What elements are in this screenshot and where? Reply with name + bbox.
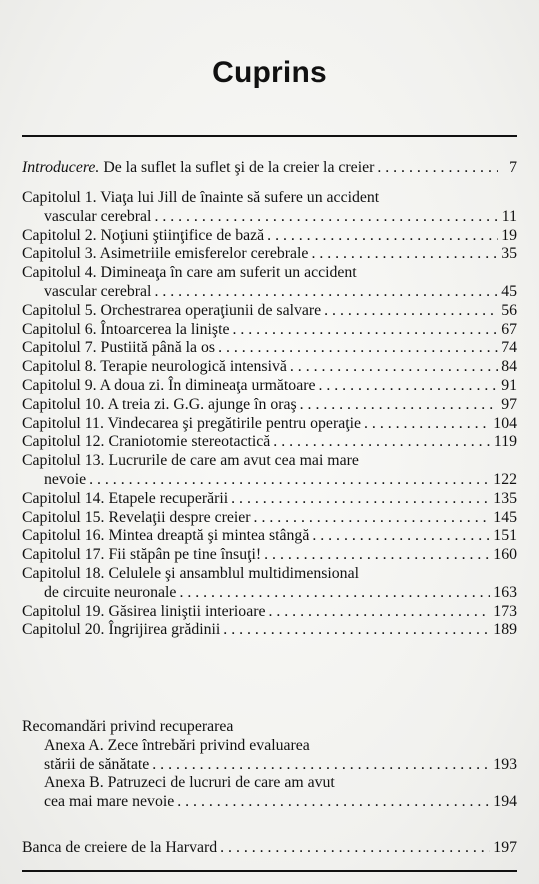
toc-entry: [22, 603, 517, 622]
entry-title-line: de circuite neuronale: [44, 583, 177, 601]
entry-page-number: 122: [493, 470, 517, 488]
leader-dots: [267, 227, 498, 246]
toc-entry: [22, 546, 517, 565]
toc-entry: [22, 358, 517, 377]
toc-entry: [22, 490, 517, 509]
entry-page-number: 163: [493, 583, 517, 601]
toc-intro: [22, 159, 517, 178]
entry-page-number: 56: [501, 301, 517, 319]
toc-entry: [22, 415, 517, 434]
entry-page-number: 135: [493, 489, 517, 507]
toc-entry: [22, 452, 517, 490]
entry-title-line: Anexa A. Zece întrebări privind evaluarea: [44, 736, 310, 754]
leader-dots: [89, 471, 490, 490]
leader-dots: [179, 584, 490, 603]
toc-entry: [22, 565, 517, 603]
entry-title-line: Capitolul 18. Celulele şi ansamblul multidimensional: [22, 564, 359, 582]
intro-title: De la suflet la suflet şi de la creier la creier: [103, 159, 375, 176]
entry-page-number: 173: [493, 602, 517, 620]
leader-dots: [264, 546, 490, 565]
entry-page-number: 119: [493, 433, 517, 451]
entry-page-number: 189: [493, 621, 517, 639]
intro-text: [22, 159, 374, 178]
entry-page-number: 104: [493, 414, 517, 432]
entry-page-number: 45: [501, 282, 517, 300]
intro-label: Introducere.: [22, 159, 100, 176]
entry-title-line: Capitolul 17. Fii stăpân pe tine însuţi!: [22, 546, 262, 564]
bank-title: Banca de creiere de la Harvard: [22, 839, 218, 856]
leader-dots: [318, 377, 498, 396]
leader-dots: [218, 339, 498, 358]
leader-dots: [231, 490, 490, 509]
leader-dots: [300, 396, 498, 415]
toc-entry: [22, 189, 517, 227]
toc-bank: [22, 839, 517, 858]
entry-title-line: Capitolul 11. Vindecarea şi pregătirile pentru operaţie: [22, 414, 362, 432]
annex-items: [22, 737, 517, 812]
entry-page-number: 160: [493, 546, 517, 564]
entry-page-number: 19: [501, 226, 517, 244]
entry-page-number: 145: [493, 508, 517, 526]
entry-title-line: vascular cerebral: [44, 282, 152, 300]
leader-dots: [273, 433, 491, 452]
leader-dots: [311, 245, 498, 264]
entry-title-line: Capitolul 20. Îngrijirea grădinii: [22, 621, 221, 639]
entry-title-line: Capitolul 1. Viaţa lui Jill de înainte să sufere un accident: [22, 189, 380, 206]
toc-entry: [22, 527, 517, 546]
entry-title-line: Capitolul 19. Găsirea liniştii interioare: [22, 602, 266, 620]
entry-title-line: Capitolul 8. Terapie neurologică intensivă: [22, 358, 287, 376]
leader-dots: [177, 793, 490, 812]
leader-dots: [232, 321, 498, 340]
entry-page-number: 151: [493, 527, 517, 545]
entry-title-line: Anexa B. Patruzeci de lucruri de care am avut: [44, 774, 335, 792]
toc-entry: [22, 245, 517, 264]
entry-title-line: Capitolul 12. Craniotomie stereotactică: [22, 433, 271, 451]
entry-title-line: cea mai mare nevoie: [44, 793, 175, 811]
entry-title-line: vascular cerebral: [44, 207, 152, 225]
entry-page-number: 193: [493, 755, 517, 773]
intro-page: 7: [509, 159, 517, 176]
toc-entry: [22, 264, 517, 302]
entry-title-line: Capitolul 3. Asimetriile emisferelor cerebrale: [22, 245, 309, 263]
toc-annex-section: [22, 718, 517, 812]
entry-page-number: 97: [501, 395, 517, 413]
entry-title-line: Capitolul 4. Dimineaţa în care am suferit un accident: [22, 264, 357, 282]
bottom-rule: [22, 870, 517, 872]
entry-title-line: Capitolul 7. Pustiită până la os: [22, 339, 216, 357]
entry-page-number: 91: [501, 376, 517, 394]
entry-title-line: stării de sănătate: [44, 755, 150, 773]
toc-entry: [22, 396, 517, 415]
toc-entry: [22, 509, 517, 528]
entry-title-line: Capitolul 10. A treia zi. G.G. ajunge în oraş: [22, 395, 297, 413]
leader-dots: [152, 756, 490, 775]
entry-page-number: 74: [501, 339, 517, 357]
leader-dots: [220, 839, 490, 858]
top-rule: [22, 135, 517, 137]
page-title: Cuprins: [212, 56, 327, 90]
bank-page: 197: [493, 839, 517, 856]
toc-entry: [22, 302, 517, 321]
entry-page-number: 84: [501, 358, 517, 376]
toc-entry: [22, 621, 517, 640]
leader-dots: [254, 509, 491, 528]
annex-heading: Recomandări privind recuperarea: [22, 718, 234, 735]
toc-chapters: [22, 189, 517, 640]
entry-title-line: Capitolul 16. Mintea dreaptă şi mintea stângă: [22, 527, 310, 545]
entry-title-line: Capitolul 9. A doua zi. În dimineaţa următoare: [22, 376, 316, 394]
leader-dots: [154, 283, 498, 302]
entry-title-line: Capitolul 15. Revelaţii despre creier: [22, 508, 251, 526]
toc-entry: [22, 227, 517, 246]
leader-dots: [312, 527, 490, 546]
leader-dots: [290, 358, 498, 377]
toc-entry: [22, 737, 517, 775]
leader-dots: [324, 302, 498, 321]
entry-page-number: 67: [501, 320, 517, 338]
entry-title-line: Capitolul 6. Întoarcerea la linişte: [22, 320, 230, 338]
toc-entry: [22, 321, 517, 340]
entry-title-line: Capitolul 2. Noţiuni ştiinţifice de bază: [22, 226, 265, 244]
entry-title-line: Capitolul 14. Etapele recuperării: [22, 489, 229, 507]
leader-dots: [223, 621, 490, 640]
entry-page-number: 35: [501, 245, 517, 263]
entry-title-line: nevoie: [44, 470, 87, 488]
entry-title-line: Capitolul 5. Orchestrarea operaţiunii de salvare: [22, 301, 322, 319]
entry-title-line: Capitolul 13. Lucrurile de care am avut cea mai mare: [22, 452, 359, 470]
leader-dots: [268, 603, 490, 622]
entry-page-number: 194: [493, 793, 517, 811]
leader-dots: [154, 208, 498, 227]
toc-entry: [22, 377, 517, 396]
toc-entry: [22, 774, 517, 812]
toc-entry: [22, 433, 517, 452]
toc-entry: [22, 339, 517, 358]
entry-page-number: 11: [501, 207, 517, 225]
leader-dots: [377, 159, 498, 178]
leader-dots: [364, 415, 490, 434]
